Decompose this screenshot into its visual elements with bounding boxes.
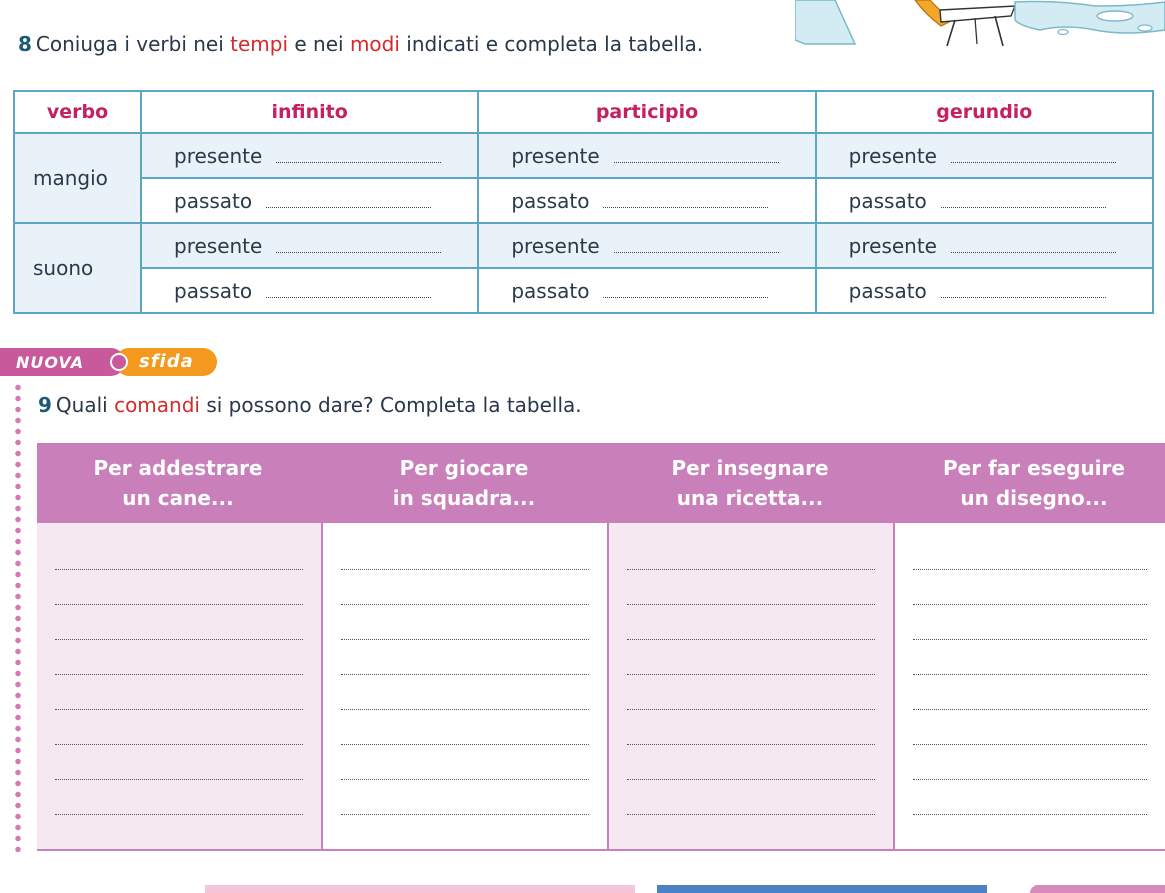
answer-column[interactable]	[609, 523, 895, 851]
blank-line[interactable]	[913, 814, 1147, 815]
blank-line[interactable]	[913, 709, 1147, 710]
keyword-modi: modi	[349, 32, 400, 56]
header-addestrare-cane	[37, 453, 319, 513]
conjugation-table	[13, 90, 1154, 314]
answer-cell[interactable]	[141, 133, 478, 178]
answer-cell[interactable]	[478, 223, 815, 268]
blank-line[interactable]	[614, 239, 779, 253]
header-insegnare-ricetta	[609, 453, 891, 513]
blank-line[interactable]	[341, 674, 589, 675]
blank-line[interactable]	[913, 674, 1147, 675]
header-line: in squadra...	[392, 486, 536, 510]
answer-cell[interactable]	[816, 268, 1153, 313]
commands-table-header	[37, 443, 1165, 523]
commands-table	[37, 443, 1165, 851]
header-line: un cane...	[122, 486, 234, 510]
blank-line[interactable]	[276, 239, 441, 253]
header-line: Per far eseguire	[943, 456, 1125, 480]
exercise-8-instruction	[18, 32, 703, 56]
blank-line[interactable]	[341, 779, 589, 780]
table-header-row	[14, 91, 1153, 133]
blank-line[interactable]	[627, 674, 875, 675]
header-line: Per giocare	[399, 456, 529, 480]
tense-label: presente	[511, 143, 600, 168]
answer-cell[interactable]	[816, 178, 1153, 223]
blank-line[interactable]	[913, 744, 1147, 745]
blank-line[interactable]	[55, 744, 303, 745]
table-row	[14, 223, 1153, 268]
blank-line[interactable]	[627, 569, 875, 570]
table-row	[14, 268, 1153, 313]
answer-cell[interactable]	[141, 178, 478, 223]
answer-column[interactable]	[37, 523, 323, 851]
blank-line[interactable]	[266, 284, 431, 298]
bottom-bar-magenta	[1030, 885, 1165, 893]
tense-label: passato	[848, 278, 927, 303]
header-line: una ricetta...	[676, 486, 824, 510]
tense-label: passato	[511, 278, 590, 303]
header-line: un disegno...	[960, 486, 1108, 510]
blank-line[interactable]	[951, 239, 1116, 253]
instruction-text: e nei	[288, 32, 350, 56]
blank-line[interactable]	[627, 744, 875, 745]
blank-line[interactable]	[341, 814, 589, 815]
blank-line[interactable]	[266, 194, 431, 208]
tense-label: presente	[511, 233, 600, 258]
blank-line[interactable]	[913, 639, 1147, 640]
answer-cell[interactable]	[816, 223, 1153, 268]
blank-line[interactable]	[276, 149, 441, 163]
answer-cell[interactable]	[141, 268, 478, 313]
answer-cell[interactable]	[478, 178, 815, 223]
nuova-sfida-badge	[0, 347, 220, 377]
blank-line[interactable]	[55, 814, 303, 815]
blank-line[interactable]	[614, 149, 779, 163]
decorative-dotted-line	[15, 382, 21, 852]
keyword-comandi: comandi	[114, 393, 200, 417]
blank-line[interactable]	[941, 194, 1106, 208]
header-line: Per insegnare	[671, 456, 829, 480]
table-row	[14, 133, 1153, 178]
blank-line[interactable]	[627, 639, 875, 640]
blank-line[interactable]	[55, 779, 303, 780]
blank-line[interactable]	[55, 639, 303, 640]
tense-label: presente	[174, 143, 263, 168]
blank-line[interactable]	[341, 604, 589, 605]
instruction-text: Quali	[55, 393, 115, 417]
header-infinito: infinito	[141, 91, 478, 133]
tense-label: presente	[174, 233, 263, 258]
bottom-bar-pink	[205, 885, 635, 893]
header-participio: participio	[478, 91, 815, 133]
blank-line[interactable]	[55, 709, 303, 710]
instruction-text: Coniuga i verbi nei	[35, 32, 231, 56]
bottom-bar-blue	[657, 885, 987, 893]
answer-column[interactable]	[895, 523, 1165, 851]
blank-line[interactable]	[913, 569, 1147, 570]
tense-label: passato	[848, 188, 927, 213]
blank-line[interactable]	[913, 604, 1147, 605]
instruction-text: si possono dare? Completa la tabella.	[199, 393, 582, 417]
answer-column[interactable]	[323, 523, 609, 851]
blank-line[interactable]	[341, 744, 589, 745]
answer-cell[interactable]	[478, 133, 815, 178]
exercise-9-number: 9	[38, 393, 52, 417]
blank-line[interactable]	[341, 709, 589, 710]
verb-suono: suono	[14, 223, 141, 313]
exercise-9-instruction	[38, 393, 582, 417]
verb-mangio: mangio	[14, 133, 141, 223]
header-verbo: verbo	[14, 91, 141, 133]
keyword-tempi: tempi	[230, 32, 289, 56]
header-eseguire-disegno	[893, 453, 1165, 513]
blank-line[interactable]	[913, 779, 1147, 780]
blank-line[interactable]	[341, 569, 589, 570]
badge-dot-icon	[110, 353, 128, 371]
blank-line[interactable]	[55, 569, 303, 570]
tense-label: passato	[174, 278, 253, 303]
answer-cell[interactable]	[141, 223, 478, 268]
table-row	[14, 178, 1153, 223]
blank-line[interactable]	[951, 149, 1116, 163]
blank-line[interactable]	[55, 674, 303, 675]
blank-line[interactable]	[603, 284, 768, 298]
blank-line[interactable]	[341, 639, 589, 640]
instruction-text: indicati e completa la tabella.	[399, 32, 704, 56]
badge-sfida: sfida	[115, 348, 217, 376]
tense-label: passato	[511, 188, 590, 213]
blank-line[interactable]	[627, 709, 875, 710]
badge-nuova: NUOVA	[0, 348, 125, 376]
blank-line[interactable]	[603, 194, 768, 208]
tense-label: presente	[848, 143, 937, 168]
blank-line[interactable]	[627, 779, 875, 780]
header-line: Per addestrare	[93, 456, 263, 480]
blank-line[interactable]	[55, 604, 303, 605]
exercise-8-number: 8	[18, 32, 32, 56]
answer-cell[interactable]	[816, 133, 1153, 178]
blank-line[interactable]	[627, 604, 875, 605]
header-giocare-squadra	[323, 453, 605, 513]
answer-cell[interactable]	[478, 268, 815, 313]
tense-label: passato	[174, 188, 253, 213]
decorative-illustration	[795, 0, 1165, 52]
blank-line[interactable]	[941, 284, 1106, 298]
tense-label: presente	[848, 233, 937, 258]
header-gerundio: gerundio	[816, 91, 1153, 133]
blank-line[interactable]	[627, 814, 875, 815]
